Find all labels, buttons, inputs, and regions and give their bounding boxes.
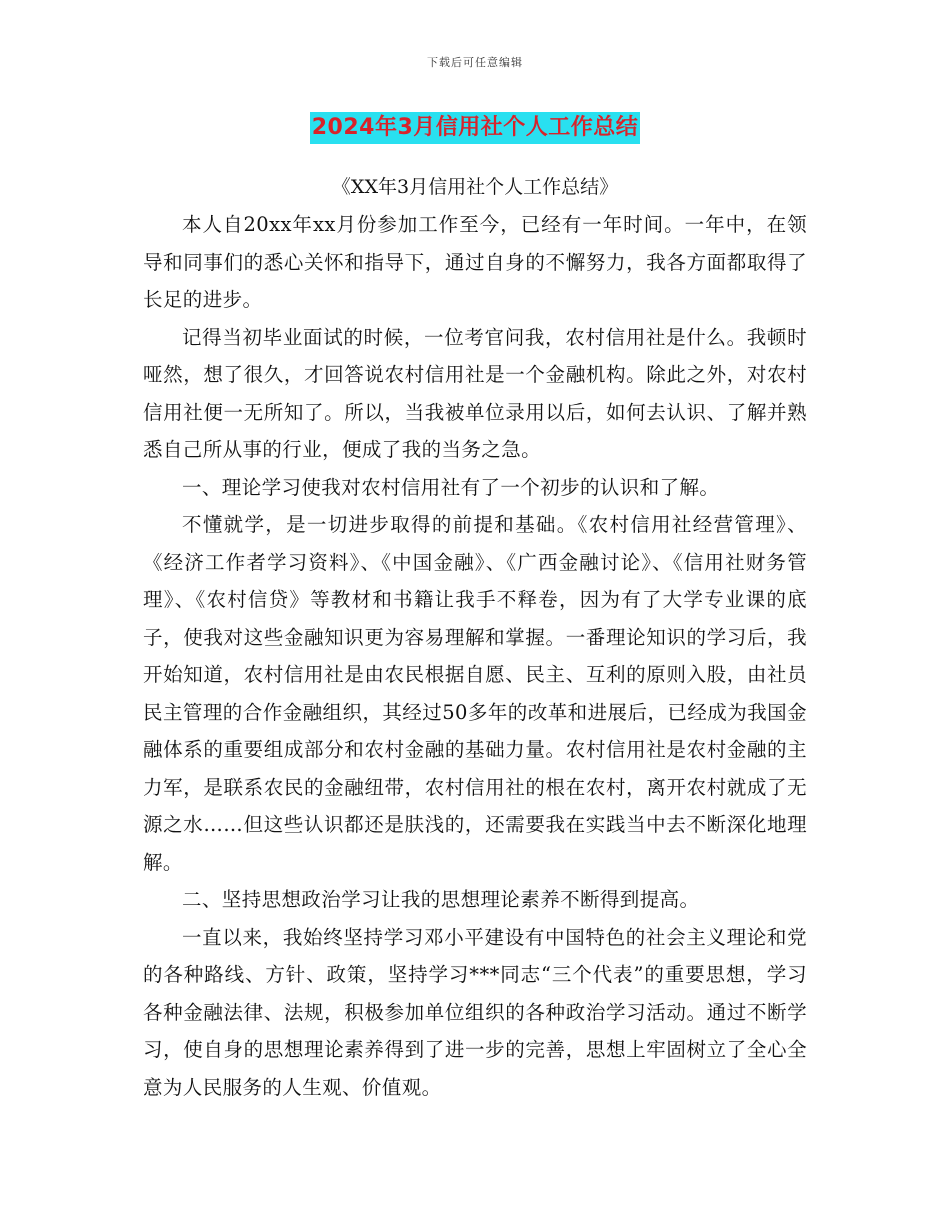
document-subtitle: 《XX年3月信用社个人工作总结》: [331, 176, 619, 198]
paragraph-interview: 记得当初毕业面试的时候，一位考官问我，农村信用社是什么。我顿时哑然，想了很久，才回答说农村信用社是一个金融机构。除此之外，对农村信用社便一无所知了。所以，当我被单位录用以后，如何去认识、了解并熟悉自己所从事的行业，便成了我的当务之急。: [143, 325, 807, 461]
header-note: 下载后可任意编辑: [427, 56, 523, 69]
paragraph-politics: 一直以来，我始终坚持学习邓小平建设有中国特色的社会主义理论和党的各种路线、方针、政策，坚持学习***同志“三个代表”的重要思想，学习各种金融法律、法规，积极参加单位组织的各种政治学习活动。通过不断学习，使自身的思想理论素养得到了进一步的完善，思想上牢固树立了全心全意为人民服务的人生观、价值观。: [143, 925, 807, 1099]
document-title: 2024年3月信用社个人工作总结: [310, 112, 641, 144]
title-wrap: [0, 112, 950, 144]
paragraph-intro: 本人自20xx年xx月份参加工作至今，已经有一年时间。一年中，在领导和同事们的悉心关怀和指导下，通过自身的不懈努力，我各方面都取得了长足的进步。: [143, 213, 807, 311]
section-heading-theory: 一、理论学习使我对农村信用社有了一个初步的认识和了解。: [182, 475, 720, 499]
paragraph-theory: 不懂就学，是一切进步取得的前提和基础。《农村信用社经营管理》、《经济工作者学习资料》、《中国金融》、《广西金融讨论》、《信用社财务管理》、《农村信贷》等教材和书籍让我手不释卷，因为有了大学专业课的底子，使我对这些金融知识更为容易理解和掌握。一番理论知识的学习后，我开始知道，农村信用社是由农民根据自愿、民主、互利的原则入股，由社员民主管理的合作金融组织，其经过50多年的改革和进展后，已经成为我国金融体系的重要组成部分和农村金融的基础力量。农村信用社是农村金融的主力军，是联系农民的金融纽带，农村信用社的根在农村，离开农村就成了无源之水……但这些认识都还是肤浅的，还需要我在实践当中去不断深化地理解。: [143, 513, 807, 874]
section-heading-politics: 二、坚持思想政治学习让我的思想理论素养不断得到提高。: [182, 888, 700, 911]
document-body: [143, 168, 807, 1106]
